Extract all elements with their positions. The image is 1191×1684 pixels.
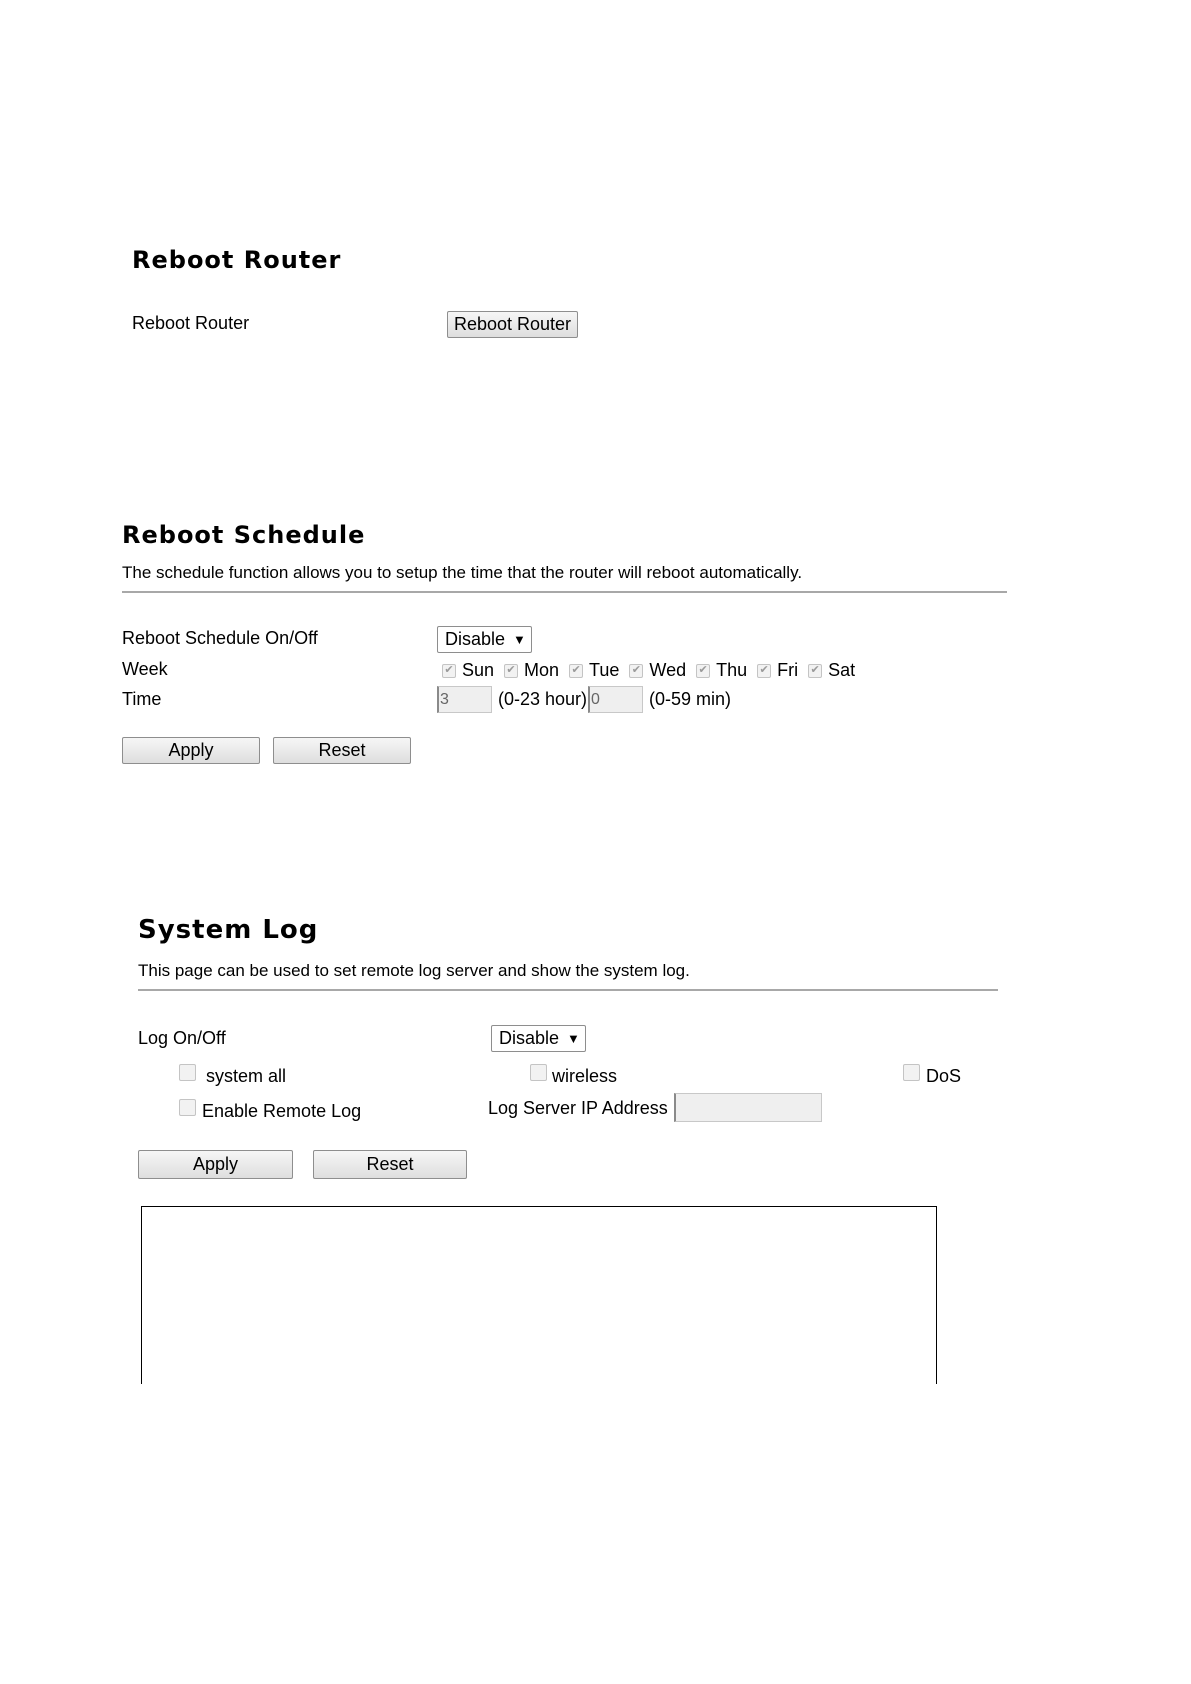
log-apply-button[interactable]: Apply [138, 1150, 293, 1179]
section-divider [138, 989, 998, 991]
log-onoff-select[interactable] [491, 1025, 586, 1052]
day-label-mon: Mon [524, 660, 560, 680]
system-log-textarea[interactable] [141, 1206, 937, 1384]
day-mon[interactable] [504, 660, 559, 681]
day-label-sun: Sun [462, 660, 495, 680]
week-days [442, 660, 855, 681]
system-log-description: This page can be used to set remote log server and show the system log. [138, 961, 690, 980]
hour-hint: (0-23 hour) [498, 689, 588, 709]
dos-label: DoS [926, 1066, 962, 1086]
log-reset-button[interactable]: Reset [313, 1150, 467, 1179]
reboot-schedule-onoff-label: Reboot Schedule On/Off [122, 628, 318, 648]
reboot-router-button[interactable]: Reboot Router [447, 311, 578, 338]
checkbox-tue[interactable]: ✔ [569, 664, 583, 678]
schedule-apply-button[interactable]: Apply [122, 737, 260, 764]
chevron-down-icon: ▼ [567, 1031, 580, 1046]
reboot-router-label: Reboot Router [132, 313, 250, 333]
day-label-fri: Fri [777, 660, 799, 680]
system-all-label: system all [206, 1066, 287, 1086]
time-label: Time [122, 689, 162, 709]
checkbox-sun[interactable]: ✔ [442, 664, 456, 678]
week-label: Week [122, 659, 168, 679]
day-tue[interactable] [569, 660, 619, 681]
hour-input[interactable]: 3 [437, 686, 492, 713]
checkbox-wireless[interactable] [530, 1064, 547, 1081]
chevron-down-icon: ▼ [513, 632, 526, 647]
day-label-wed: Wed [649, 660, 687, 680]
day-label-thu: Thu [716, 660, 748, 680]
schedule-reset-button[interactable]: Reset [273, 737, 411, 764]
checkbox-enable-remote-log[interactable] [179, 1099, 196, 1116]
day-label-sat: Sat [828, 660, 856, 680]
minute-hint: (0-59 min) [649, 689, 732, 709]
log-server-ip-label: Log Server IP Address [488, 1098, 668, 1118]
enable-remote-log-label: Enable Remote Log [202, 1101, 362, 1121]
log-server-ip-input[interactable] [674, 1093, 822, 1122]
section-divider [122, 591, 1007, 593]
day-thu[interactable] [696, 660, 747, 681]
checkbox-mon[interactable]: ✔ [504, 664, 518, 678]
system-log-title: System Log [138, 915, 319, 945]
reboot-schedule-description: The schedule function allows you to setup the time that the router will reboot automatically. [122, 563, 803, 582]
checkbox-dos[interactable] [903, 1064, 920, 1081]
checkbox-wed[interactable]: ✔ [629, 664, 643, 678]
reboot-schedule-title: Reboot Schedule [122, 521, 366, 549]
checkbox-thu[interactable]: ✔ [696, 664, 710, 678]
wireless-label: wireless [552, 1066, 618, 1086]
reboot-schedule-onoff-select[interactable] [437, 626, 532, 653]
reboot-schedule-onoff-value: Disable [445, 629, 506, 649]
day-wed[interactable] [629, 660, 686, 681]
day-sat[interactable] [808, 660, 855, 681]
reboot-router-title: Reboot Router [132, 246, 342, 274]
day-fri[interactable] [757, 660, 798, 681]
log-onoff-label: Log On/Off [138, 1028, 226, 1048]
day-label-tue: Tue [589, 660, 620, 680]
checkbox-sat[interactable]: ✔ [808, 664, 822, 678]
log-onoff-value: Disable [499, 1028, 560, 1048]
checkbox-system-all[interactable] [179, 1064, 196, 1081]
checkbox-fri[interactable]: ✔ [757, 664, 771, 678]
minute-input[interactable]: 0 [588, 686, 643, 713]
day-sun[interactable] [442, 660, 494, 681]
